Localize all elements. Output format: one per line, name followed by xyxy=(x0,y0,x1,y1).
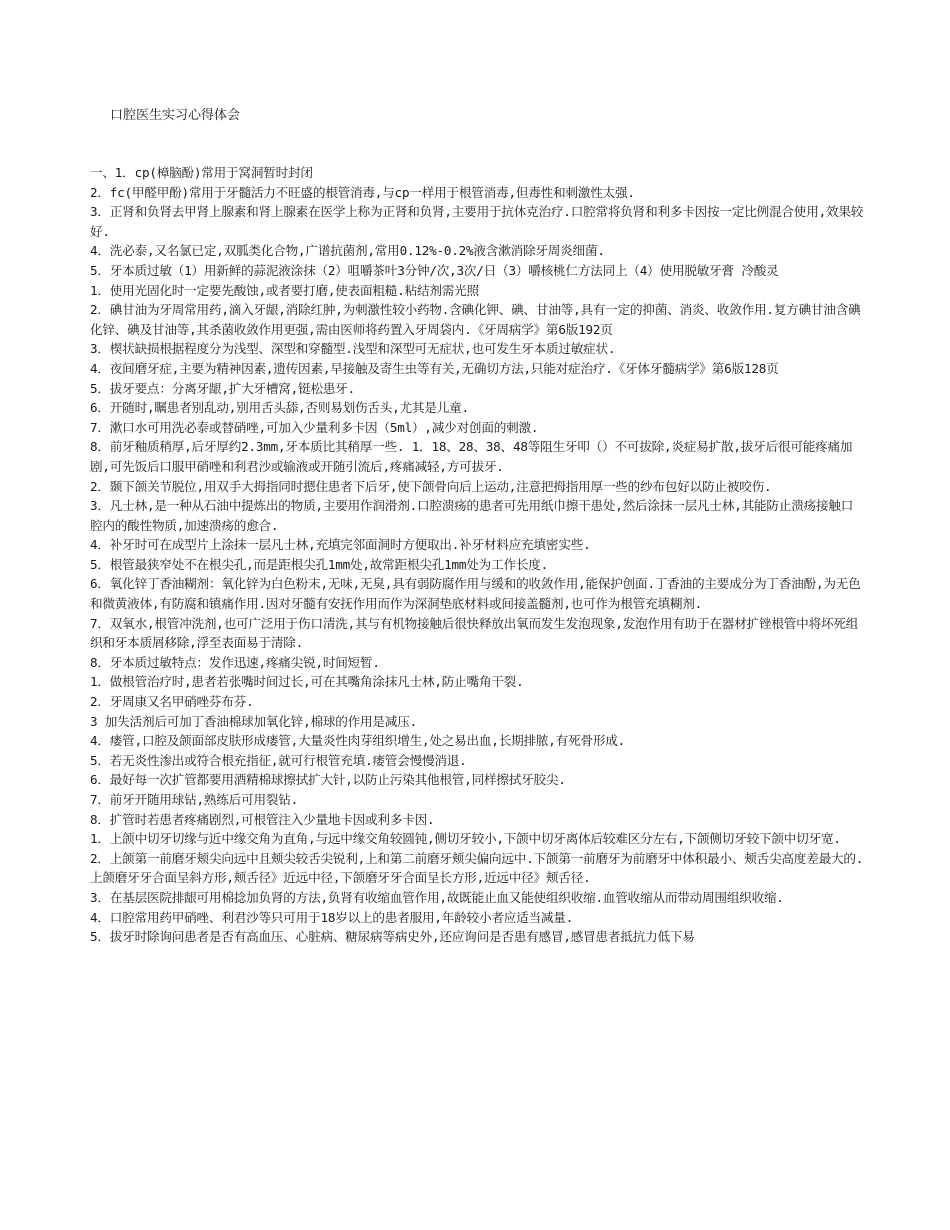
paragraph: 2．颞下颌关节脱位,用双手大拇指同时摁住患者下后牙,使下颌骨向后上运动,注意把拇指用厚一些的纱布包好以防止被咬伤. xyxy=(90,478,772,494)
paragraph: 7．前牙开随用球钻,熟练后可用裂钻. xyxy=(90,792,299,807)
paragraph: 2．上颌第一前磨牙颊尖向远中且颊尖较舌尖锐利,上和第二前磨牙颊尖偏向远中.下颌第一前磨牙为前磨牙中体积最小、颊舌尖高度差最大的.上颌磨牙牙合面呈斜方形,颊舌径》近远中径,下颌磨牙牙合面呈长方形,近远中径》颊舌径. xyxy=(90,850,864,886)
paragraph: 4．补牙时可在成型片上涂抹一层凡士林,充填完邻面洞时方便取出.补牙材料应充填密实些. xyxy=(90,537,591,553)
paragraph: 1．使用光固化时一定要先酸蚀,或者要打磨,使表面粗糙.粘结剂需光照 xyxy=(90,282,479,298)
paragraph: 6．氧化锌丁香油糊剂：氧化锌为白色粉末,无味,无臭,具有弱防腐作用与缓和的收敛作用,能保护创面.丁香油的主要成分为丁香油酚,为无色和微黄液体,有防腐和镇痛作用.因对牙髓有安抚作用而作为深洞垫底材料或间接盖髓剂,也可作为根管充填糊剂. xyxy=(90,576,861,612)
paragraph: 5．若无炎性渗出或符合根充指征,就可行根管充填.瘘管会慢慢消退. xyxy=(90,752,467,768)
paragraph: 3．在基层医院排龈可用棉捻加负肾的方法,负肾有收缩血管作用,故既能止血又能使组织收缩.血管收缩从而带动周围组织收缩. xyxy=(90,889,784,905)
document-body xyxy=(90,163,865,947)
paragraph: 2．碘甘油为牙周常用药,滴入牙龈,消除红肿,为刺激性较小药物.含碘化钾、碘、甘油等,具有一定的抑菌、消炎、收敛作用.复方碘甘油含碘化锌、碘及甘油等,其杀菌收敛作用更强,需由医师将药置入牙周袋内.《牙周病学》第6版192页 xyxy=(90,302,861,337)
paragraph: 1．做根管治疗时,患者若张嘴时间过长,可在其嘴角涂抹凡士林,防止嘴角干裂. xyxy=(90,674,524,690)
paragraph: 6．最好每一次扩管都要用酒精棉球擦拭扩大针,以防止污染其他根管,同样擦拭牙胶尖. xyxy=(90,772,566,788)
document-title: 口腔医生实习心得体会 xyxy=(110,108,241,123)
paragraph: 5．牙本质过敏（1）用新鲜的蒜泥液涂抹（2）咀嚼茶叶3分钟/次,3次/日（3）嚼核桃仁方法同上（4）使用脱敏牙膏 冷酸灵 xyxy=(90,262,779,278)
paragraph: 3．正肾和负肾去甲肾上腺素和肾上腺素在医学上称为正肾和负肾,主要用于抗休克治疗.口腔常将负肾和利多卡因按一定比例混合使用,效果较好. xyxy=(90,204,864,239)
paragraph: 4．口腔常用药甲硝唑、利君沙等只可用于18岁以上的患者服用,年龄较小者应适当减量. xyxy=(90,909,574,925)
paragraph: 5．根管最狭窄处不在根尖孔,而是距根尖孔1mm处,故常距根尖孔1mm处为工作长度. xyxy=(90,556,549,572)
paragraph: 2．牙周康又名甲硝唑芬布芬. xyxy=(90,694,254,710)
paragraph: 2．fc(甲醛甲酚)常用于牙髓活力不旺盛的根管消毒,与cp一样用于根管消毒,但毒性和刺激性太强. xyxy=(90,184,635,200)
paragraph: 4．夜间磨牙症,主要为精神因素,遗传因素,早接触及寄生虫等有关,无确切方法,只能对症治疗.《牙体牙髓病学》第6版128页 xyxy=(90,360,779,376)
paragraph: 6．开随时,瞩患者别乱动,别用舌头舔,否则易划伤舌头,尤其是儿童. xyxy=(90,400,469,416)
paragraph: 3．凡士林,是一种从石油中提炼出的物质,主要用作润滑剂.口腔溃疡的患者可先用纸巾擦干患处,然后涂抹一层凡士林,其能防止溃疡接触口腔内的酸性物质,加速溃疡的愈合. xyxy=(90,498,854,533)
paragraph: 4．洗必泰,又名氯已定,双胍类化合物,广谱抗菌剂,常用0.12%-0.2%液含漱消除牙周炎细菌. xyxy=(90,243,605,259)
paragraph: 8．扩管时若患者疼痛剧烈,可根管注入少量地卡因或利多卡因. xyxy=(90,811,435,827)
paragraph: 1．上颌中切牙切缘与近中缘交角为直角,与远中缘交角较圆钝,侧切牙较小,下颌中切牙离体后较难区分左右,下颌侧切牙较下颌中切牙宽. xyxy=(90,831,841,847)
paragraph: 3 加失活剂后可加丁香油棉球加氧化锌,棉球的作用是减压. xyxy=(90,713,417,729)
paragraph: 7．漱口水可用洗必泰或替硝唑,可加入少量利多卡因（5ml）,减少对创面的刺激. xyxy=(90,419,539,435)
paragraph: 8．前牙釉质稍厚,后牙厚约2.3mm,牙本质比其稍厚一些. 1．18、28、38、48等阻生牙叩（）不可拔除,炎症易扩散,拔牙后很可能疼痛加剧,可先饭后口服甲硝唑和利君沙或输液或开随引流后,疼痛减轻,方可拔牙. xyxy=(90,439,853,474)
paragraph: 3．楔状缺损根据程度分为浅型、深型和穿髓型.浅型和深型可无症状,也可发生牙本质过敏症状. xyxy=(90,341,616,357)
paragraph: 5．拔牙要点：分离牙龈,扩大牙槽窝,铤松患牙. xyxy=(90,380,356,396)
paragraph: 5．拔牙时除询问患者是否有高血压、心脏病、糖尿病等病史外,还应询问是否患有感冒,感冒患者抵抗力低下易 xyxy=(90,929,695,945)
paragraph: 7．双氧水,根管冲洗剂,也可广泛用于伤口清洗,其与有机物接触后很快释放出氧而发生发泡现象,发泡作用有助于在器材扩锉根管中将坏死组织和牙本质屑移除,浮至表面易于清除. xyxy=(90,615,859,651)
paragraph: 一、1．cp(樟脑酚)常用于窝洞暂时封闭 xyxy=(90,165,313,180)
paragraph: 8．牙本质过敏特点：发作迅速,疼痛尖锐,时间短暂. xyxy=(90,654,380,670)
paragraph: 4．瘘管,口腔及颌面部皮肤形成瘘管,大量炎性肉芽组织增生,处之易出血,长期排脓,有死骨形成. xyxy=(90,733,626,749)
